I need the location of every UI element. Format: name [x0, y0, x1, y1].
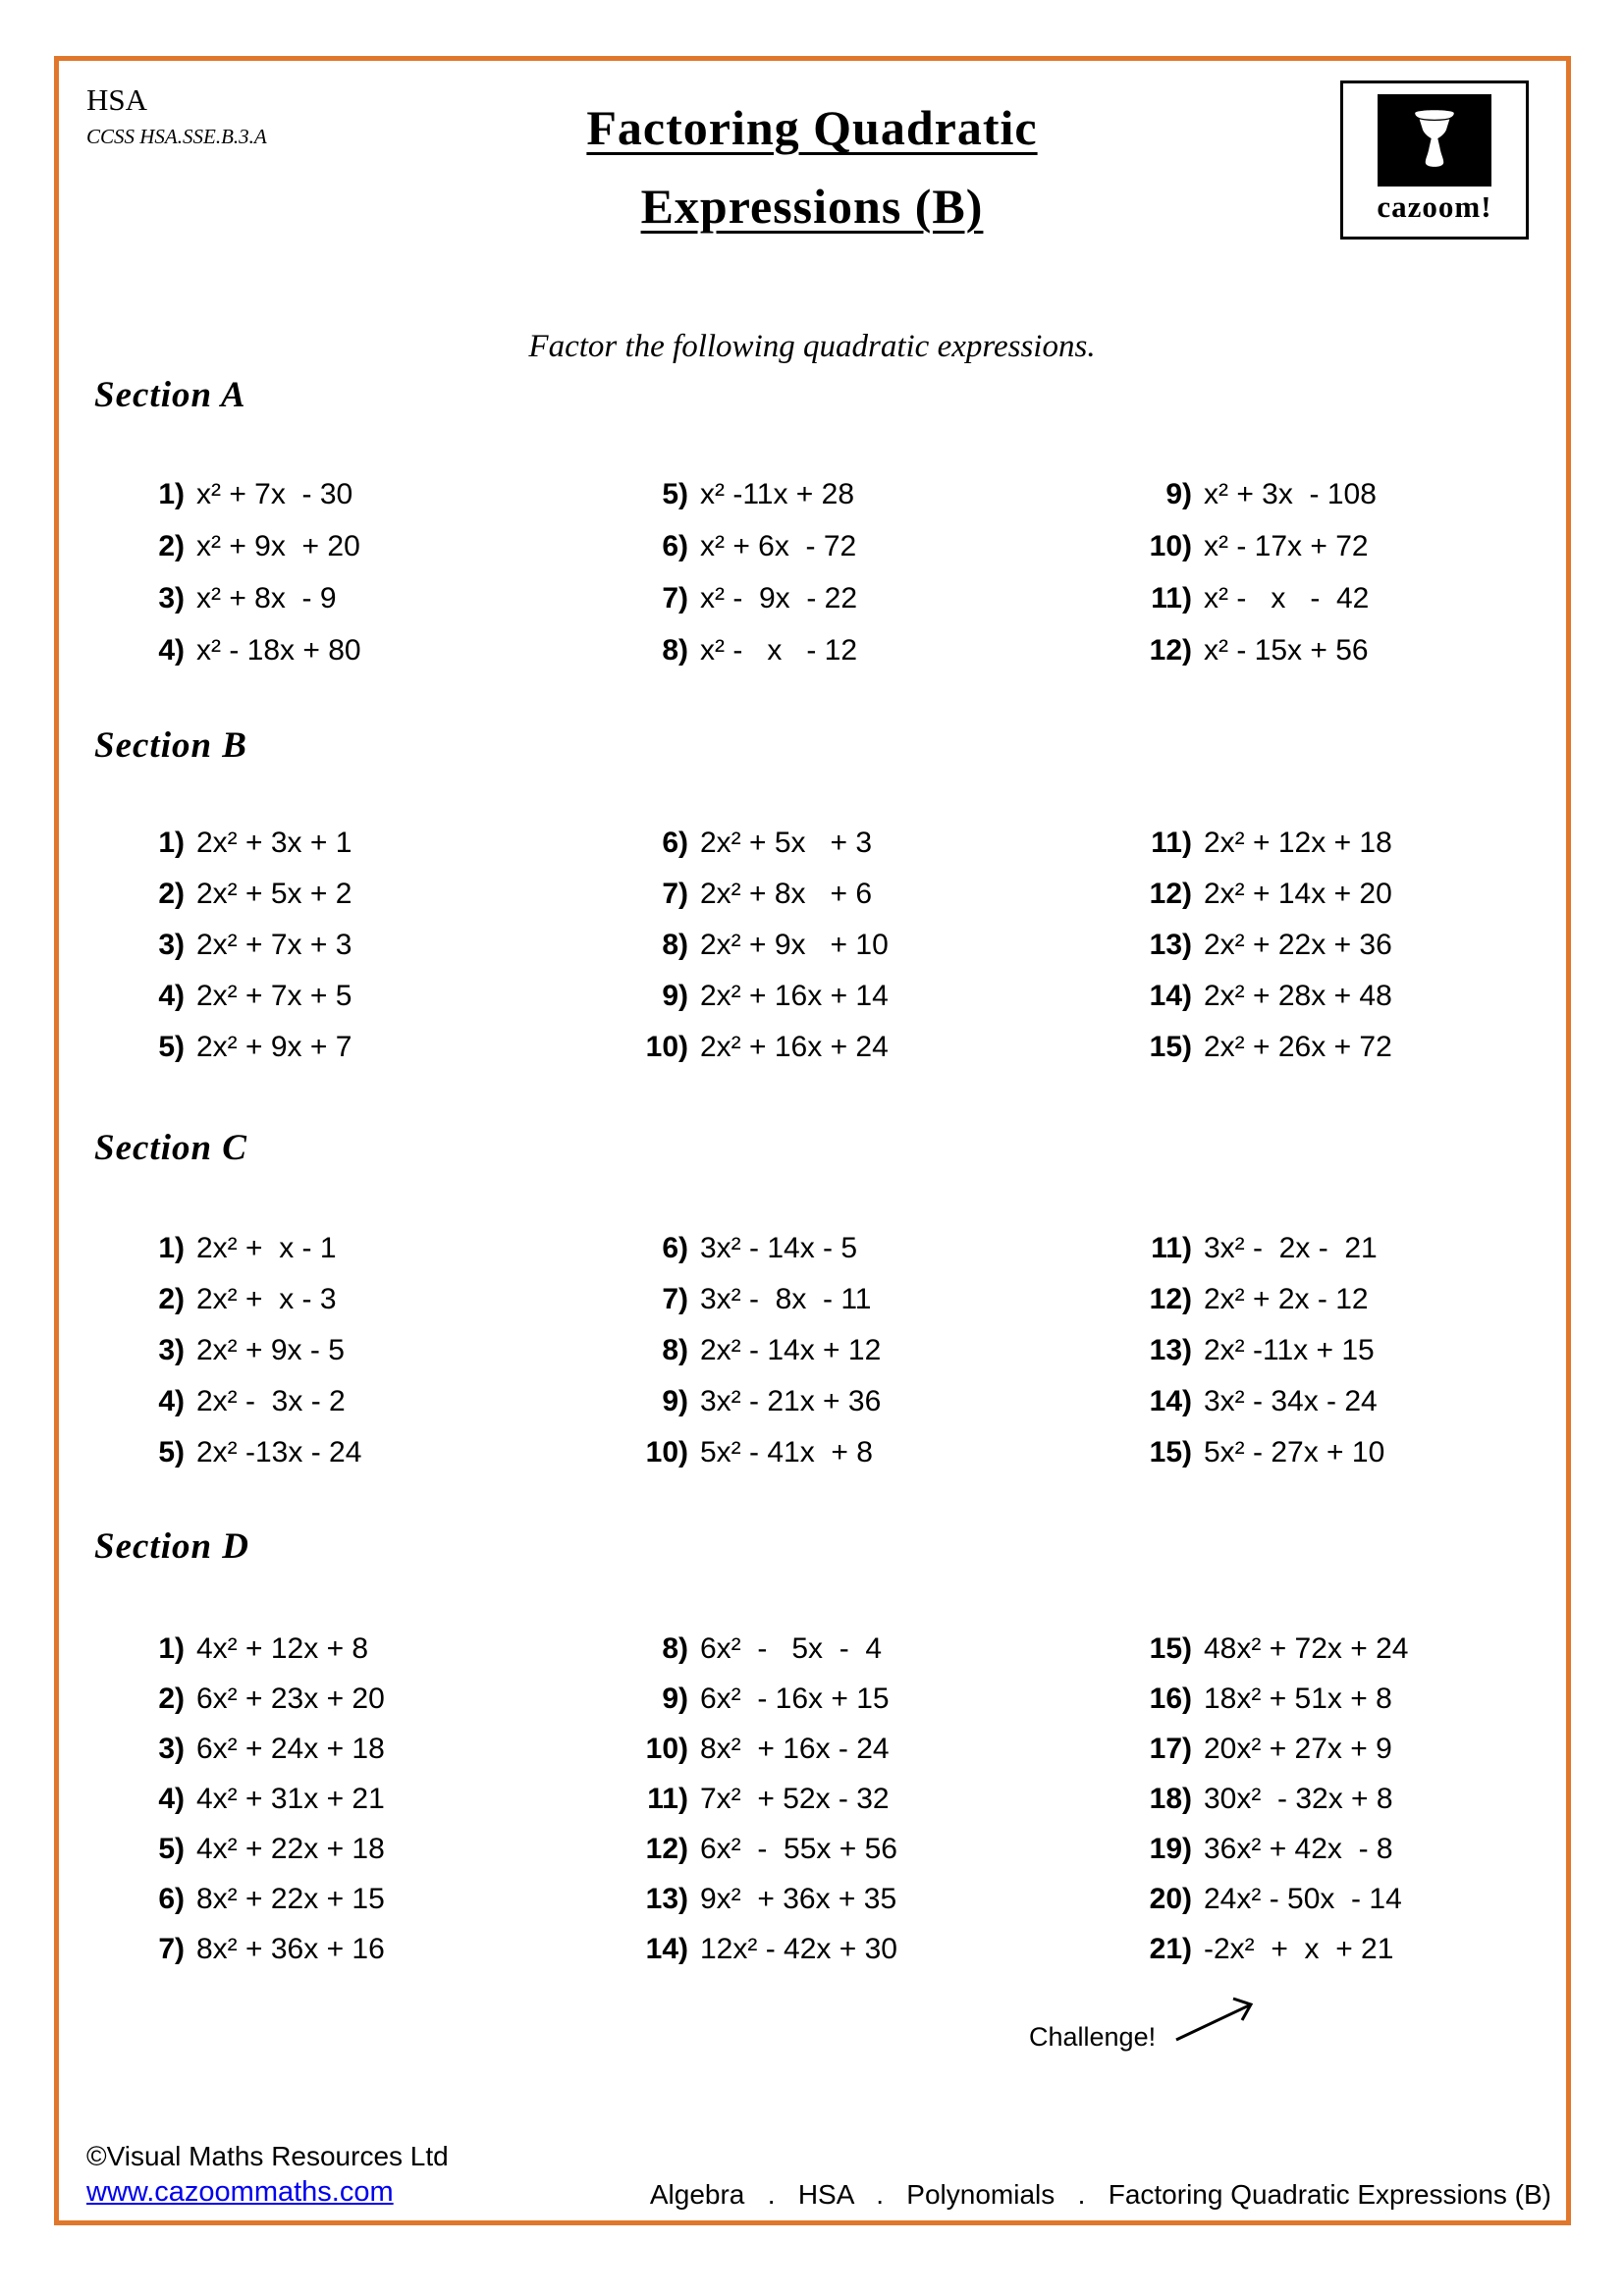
- title-line-2: Expressions (B): [640, 179, 984, 234]
- problem-number: 8): [662, 634, 688, 667]
- problem-row: [86, 1783, 590, 1833]
- problem-number: 7): [662, 1283, 688, 1315]
- problem-expression: 3x² - 8x - 11: [700, 1283, 872, 1315]
- problem-row: [590, 827, 1094, 878]
- problem-number: 4): [158, 980, 185, 1012]
- problem-row: [1094, 1783, 1597, 1833]
- problem-number: 3): [158, 1733, 185, 1765]
- level-label: HSA: [86, 82, 148, 117]
- problem-expression: x² + 9x + 20: [196, 530, 360, 562]
- problem-row: [590, 1733, 1094, 1783]
- problem-number: 15): [1149, 1632, 1192, 1665]
- problem-number: 3): [158, 582, 185, 614]
- problem-row: [1094, 1632, 1597, 1682]
- problem-expression: x² - x - 12: [700, 634, 858, 667]
- problem-expression: 3x² - 34x - 24: [1204, 1385, 1378, 1417]
- problem-row: [590, 1232, 1094, 1283]
- problem-expression: 6x² - 55x + 56: [700, 1833, 897, 1865]
- problem-number: 14): [645, 1933, 688, 1965]
- problem-number: 6): [662, 1232, 688, 1264]
- problem-number: 7): [662, 878, 688, 910]
- problem-number: 7): [158, 1933, 185, 1965]
- problem-expression: 24x² - 50x - 14: [1204, 1883, 1402, 1915]
- problem-expression: 2x² + x - 1: [196, 1232, 337, 1264]
- problem-expression: 2x² + 16x + 24: [700, 1031, 889, 1063]
- problem-row: [590, 1334, 1094, 1385]
- problem-number: 1): [158, 478, 185, 510]
- problem-row: [86, 634, 590, 686]
- problem-expression: 7x² + 52x - 32: [700, 1783, 890, 1815]
- problem-row: [1094, 1031, 1597, 1082]
- problem-number: 3): [158, 929, 185, 961]
- problem-number: 10): [1149, 530, 1192, 562]
- problem-row: [1094, 634, 1597, 686]
- breadcrumb: Algebra . HSA . Polynomials . Factoring Quadratic Expressions (B): [649, 2179, 1551, 2210]
- problem-number: 1): [158, 1232, 185, 1264]
- problem-expression: 2x² + 26x + 72: [1204, 1031, 1392, 1063]
- problem-number: 8): [662, 1334, 688, 1366]
- problem-expression: x² + 7x - 30: [196, 478, 353, 510]
- logo-text: cazoom!: [1377, 189, 1492, 224]
- problem-row: [1094, 1933, 1597, 1983]
- problem-number: 10): [645, 1733, 688, 1765]
- standard-label: CCSS HSA.SSE.B.3.A: [86, 125, 267, 148]
- problem-number: 18): [1149, 1783, 1192, 1815]
- problem-row: [590, 1632, 1094, 1682]
- problem-number: 7): [662, 582, 688, 614]
- problem-number: 5): [158, 1833, 185, 1865]
- problem-number: 9): [662, 980, 688, 1012]
- problem-row: [1094, 1833, 1597, 1883]
- problem-number: 1): [158, 827, 185, 859]
- problem-expression: 36x² + 42x - 8: [1204, 1833, 1393, 1865]
- section-a-problems: [86, 478, 1597, 686]
- section-a-heading: Section A: [94, 375, 246, 415]
- problem-number: 2): [158, 1283, 185, 1315]
- problem-expression: 2x² + 9x - 5: [196, 1334, 345, 1366]
- problem-row: [86, 1031, 590, 1082]
- problem-expression: 5x² - 27x + 10: [1204, 1436, 1385, 1468]
- instruction-text: Factor the following quadratic expressions.: [528, 329, 1096, 364]
- problem-row: [86, 1682, 590, 1733]
- problem-row: [590, 1833, 1094, 1883]
- problem-number: 4): [158, 634, 185, 667]
- problem-expression: 6x² - 16x + 15: [700, 1682, 890, 1715]
- problem-row: [86, 530, 590, 582]
- problem-expression: 2x² + 7x + 3: [196, 929, 352, 961]
- problem-expression: 9x² + 36x + 35: [700, 1883, 897, 1915]
- title-line-1: Factoring Quadratic: [586, 100, 1038, 155]
- problem-number: 11): [1151, 827, 1192, 859]
- problem-expression: 12x² - 42x + 30: [700, 1933, 897, 1965]
- problem-expression: x² - 15x + 56: [1204, 634, 1369, 667]
- problem-row: [86, 1436, 590, 1487]
- problem-expression: 2x² + 3x + 1: [196, 827, 352, 859]
- problem-number: 8): [662, 929, 688, 961]
- problem-number: 15): [1149, 1031, 1192, 1063]
- problem-expression: 2x² + 9x + 10: [700, 929, 889, 961]
- problem-expression: 20x² + 27x + 9: [1204, 1733, 1392, 1765]
- section-b-heading: Section B: [94, 725, 247, 766]
- problem-row: [86, 1733, 590, 1783]
- problem-number: 6): [662, 530, 688, 562]
- problem-expression: 2x² + 14x + 20: [1204, 878, 1392, 910]
- problem-expression: 6x² - 5x - 4: [700, 1632, 883, 1665]
- problem-number: 10): [645, 1031, 688, 1063]
- problem-number: 4): [158, 1385, 185, 1417]
- problem-expression: 2x² + 12x + 18: [1204, 827, 1392, 859]
- section-b-problems: [86, 827, 1597, 1082]
- problem-number: 5): [158, 1031, 185, 1063]
- problem-row: [86, 1283, 590, 1334]
- problem-row: [86, 980, 590, 1031]
- problem-row: [1094, 582, 1597, 634]
- djembe-drum-icon: [1402, 101, 1467, 180]
- problem-row: [1094, 1682, 1597, 1733]
- problem-expression: 48x² + 72x + 24: [1204, 1632, 1409, 1665]
- problem-row: [1094, 980, 1597, 1031]
- problem-row: [590, 1436, 1094, 1487]
- problem-row: [86, 1632, 590, 1682]
- problem-row: [1094, 1283, 1597, 1334]
- problem-number: 10): [645, 1436, 688, 1468]
- problem-number: 6): [158, 1883, 185, 1915]
- problem-row: [86, 1833, 590, 1883]
- problem-number: 12): [1149, 1283, 1192, 1315]
- problem-number: 13): [1149, 1334, 1192, 1366]
- problem-row: [590, 878, 1094, 929]
- problem-expression: x² + 8x - 9: [196, 582, 337, 614]
- problem-number: 6): [662, 827, 688, 859]
- problem-row: [86, 827, 590, 878]
- problem-expression: -2x² + x + 21: [1204, 1933, 1394, 1965]
- problem-row: [86, 478, 590, 530]
- section-c-problems: [86, 1232, 1597, 1487]
- copyright-text: ©Visual Maths Resources Ltd: [86, 2141, 449, 2171]
- problem-number: 4): [158, 1783, 185, 1815]
- problem-expression: 2x² + 16x + 14: [700, 980, 889, 1012]
- problem-number: 1): [158, 1632, 185, 1665]
- problem-row: [590, 1385, 1094, 1436]
- problem-number: 3): [158, 1334, 185, 1366]
- problem-expression: 4x² + 31x + 21: [196, 1783, 385, 1815]
- problem-row: [590, 980, 1094, 1031]
- problem-expression: 8x² + 36x + 16: [196, 1933, 385, 1965]
- problem-expression: 2x² -13x - 24: [196, 1436, 362, 1468]
- problem-expression: 4x² + 22x + 18: [196, 1833, 385, 1865]
- problem-number: 12): [1149, 634, 1192, 667]
- problem-expression: 2x² + 2x - 12: [1204, 1283, 1369, 1315]
- problem-number: 12): [645, 1833, 688, 1865]
- problem-row: [1094, 1733, 1597, 1783]
- problem-row: [1094, 478, 1597, 530]
- problem-row: [86, 1883, 590, 1933]
- problem-expression: x² -11x + 28: [700, 478, 855, 510]
- problem-row: [590, 929, 1094, 980]
- problem-expression: 2x² + 5x + 2: [196, 878, 352, 910]
- problem-number: 14): [1149, 1385, 1192, 1417]
- problem-expression: 2x² - 14x + 12: [700, 1334, 882, 1366]
- problem-expression: 3x² - 21x + 36: [700, 1385, 882, 1417]
- problem-row: [1094, 1436, 1597, 1487]
- problem-row: [86, 1385, 590, 1436]
- section-c-heading: Section C: [94, 1128, 247, 1168]
- problem-row: [1094, 929, 1597, 980]
- problem-row: [86, 1232, 590, 1283]
- problem-number: 13): [645, 1883, 688, 1915]
- problem-row: [590, 1783, 1094, 1833]
- problem-expression: x² - 9x - 22: [700, 582, 858, 614]
- problem-number: 16): [1149, 1682, 1192, 1715]
- problem-expression: x² - 17x + 72: [1204, 530, 1369, 562]
- problem-number: 2): [158, 878, 185, 910]
- problem-expression: x² + 3x - 108: [1204, 478, 1377, 510]
- problem-row: [1094, 827, 1597, 878]
- problem-expression: 4x² + 12x + 8: [196, 1632, 369, 1665]
- cazoom-logo: [1340, 80, 1529, 240]
- problem-number: 15): [1149, 1436, 1192, 1468]
- problem-expression: 2x² - 3x - 2: [196, 1385, 346, 1417]
- problem-expression: x² + 6x - 72: [700, 530, 857, 562]
- problem-number: 5): [158, 1436, 185, 1468]
- problem-row: [1094, 1232, 1597, 1283]
- problem-number: 2): [158, 1682, 185, 1715]
- problem-number: 13): [1149, 929, 1192, 961]
- problem-expression: 8x² + 16x - 24: [700, 1733, 890, 1765]
- problem-row: [1094, 530, 1597, 582]
- problem-number: 20): [1149, 1883, 1192, 1915]
- problem-expression: x² - 18x + 80: [196, 634, 361, 667]
- problem-row: [590, 582, 1094, 634]
- challenge-label: Challenge!: [1029, 2022, 1157, 2052]
- problem-number: 9): [1165, 478, 1192, 510]
- problem-expression: 2x² + x - 3: [196, 1283, 337, 1315]
- problem-expression: 3x² - 14x - 5: [700, 1232, 858, 1264]
- problem-number: 21): [1149, 1933, 1192, 1965]
- problem-number: 8): [662, 1632, 688, 1665]
- problem-expression: 6x² + 24x + 18: [196, 1733, 385, 1765]
- problem-expression: 2x² + 7x + 5: [196, 980, 352, 1012]
- problem-expression: 2x² + 5x + 3: [700, 827, 873, 859]
- problem-number: 11): [1151, 582, 1192, 614]
- problem-row: [86, 929, 590, 980]
- problem-row: [1094, 1883, 1597, 1933]
- problem-number: 12): [1149, 878, 1192, 910]
- problem-row: [590, 1933, 1094, 1983]
- problem-expression: x² - x - 42: [1204, 582, 1370, 614]
- website-link[interactable]: www.cazoommaths.com: [86, 2176, 394, 2208]
- problem-number: 5): [662, 478, 688, 510]
- problem-row: [590, 634, 1094, 686]
- problem-row: [1094, 1334, 1597, 1385]
- problem-expression: 6x² + 23x + 20: [196, 1682, 385, 1715]
- problem-number: 9): [662, 1682, 688, 1715]
- problem-row: [590, 1883, 1094, 1933]
- problem-expression: 2x² -11x + 15: [1204, 1334, 1375, 1366]
- problem-row: [1094, 1385, 1597, 1436]
- problem-number: 2): [158, 530, 185, 562]
- problem-row: [1094, 878, 1597, 929]
- problem-row: [590, 1031, 1094, 1082]
- problem-row: [590, 530, 1094, 582]
- problem-expression: 2x² + 8x + 6: [700, 878, 873, 910]
- problem-row: [86, 1334, 590, 1385]
- problem-expression: 30x² - 32x + 8: [1204, 1783, 1393, 1815]
- problem-row: [86, 1933, 590, 1983]
- challenge-arrow-icon: [1172, 1991, 1267, 2046]
- problem-expression: 2x² + 9x + 7: [196, 1031, 352, 1063]
- page-title: [321, 88, 1303, 245]
- logo-square: [1378, 94, 1491, 187]
- problem-number: 9): [662, 1385, 688, 1417]
- problem-row: [590, 1283, 1094, 1334]
- problem-expression: 2x² + 28x + 48: [1204, 980, 1392, 1012]
- section-d-problems: [86, 1632, 1597, 1983]
- problem-number: 19): [1149, 1833, 1192, 1865]
- problem-number: 11): [1151, 1232, 1192, 1264]
- problem-expression: 8x² + 22x + 15: [196, 1883, 385, 1915]
- problem-expression: 18x² + 51x + 8: [1204, 1682, 1392, 1715]
- problem-expression: 3x² - 2x - 21: [1204, 1232, 1378, 1264]
- problem-row: [590, 478, 1094, 530]
- problem-number: 14): [1149, 980, 1192, 1012]
- section-d-heading: Section D: [94, 1526, 250, 1567]
- problem-number: 11): [647, 1783, 688, 1815]
- problem-number: 17): [1149, 1733, 1192, 1765]
- problem-expression: 2x² + 22x + 36: [1204, 929, 1392, 961]
- problem-row: [590, 1682, 1094, 1733]
- problem-expression: 5x² - 41x + 8: [700, 1436, 873, 1468]
- problem-row: [86, 582, 590, 634]
- problem-row: [86, 878, 590, 929]
